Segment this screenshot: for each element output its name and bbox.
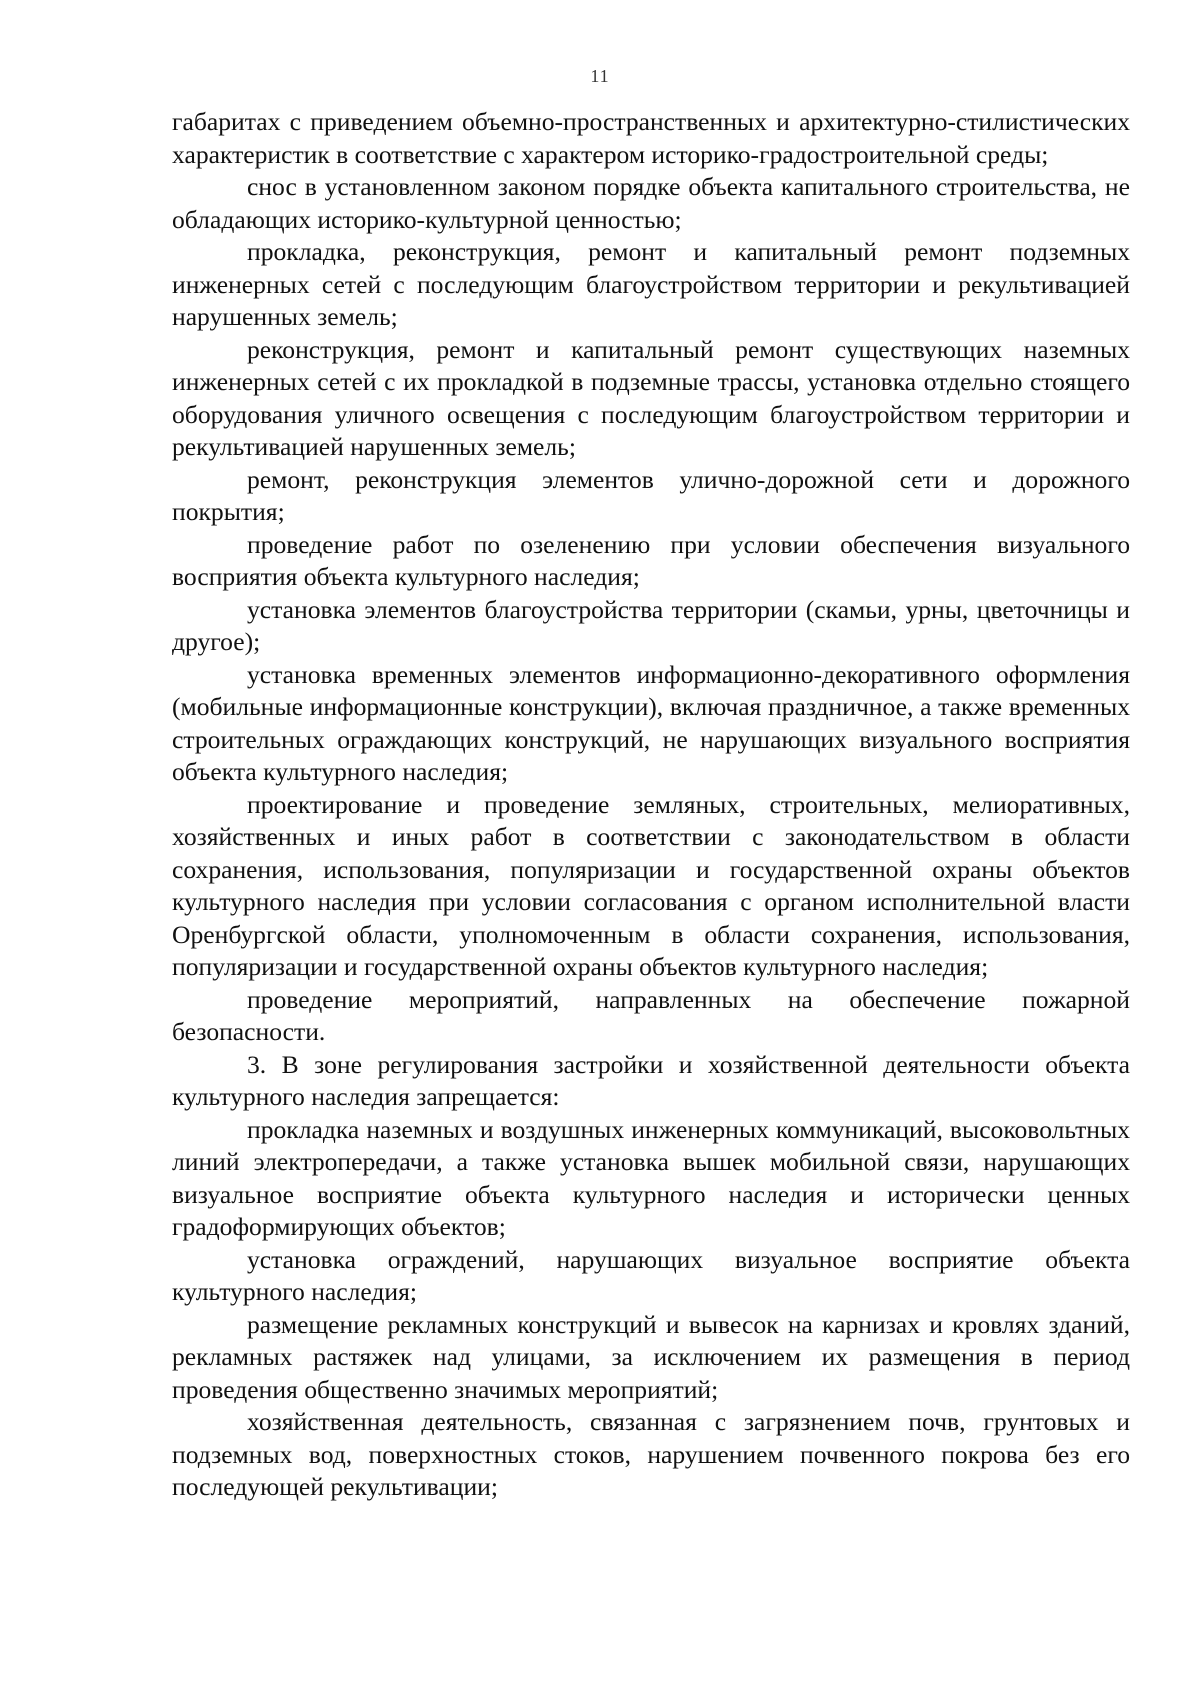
paragraph: реконструкция, ремонт и капитальный ремонт существующих наземных инженерных сетей с их прокладкой в подземные трассы, установка отдельно стоящего оборудования уличного освещения с последующим благоустройством территории и рекультивацией нарушенных земель; [172,334,1130,461]
paragraph: установка ограждений, нарушающих визуальное восприятие объекта культурного наследия; [172,1244,1130,1306]
paragraph: проектирование и проведение земляных, строительных, мелиоративных, хозяйственных и иных работ в соответствии с законодательством в области сохранения, использования, популяризации и государственной охраны объектов культурного наследия при условии согласования с органом исполнительной власти Оренбургской области, уполномоченным в области сохранения, использования, популяризации и государственной охраны объектов культурного наследия; [172,789,1130,981]
paragraph-continuation: габаритах с приведением объемно-пространственных и архитектурно-стилистических характеристик в соответствие с характером историко-градостроительной среды; [172,107,1130,169]
section-paragraph: 3. В зоне регулирования застройки и хозяйственной деятельности объекта культурного наследия запрещается: [172,1049,1130,1111]
paragraph: установка временных элементов информационно-декоративного оформления (мобильные информационные конструкции), включая праздничное, а также временных строительных ограждающих конструкций, не нарушающих визуального восприятия объекта культурного наследия; [172,659,1130,786]
paragraph: проведение работ по озеленению при условии обеспечения визуального восприятия объекта культурного наследия; [172,529,1130,591]
paragraph: проведение мероприятий, направленных на обеспечение пожарной безопасности. [172,984,1130,1046]
paragraph: снос в установленном законом порядке объекта капитального строительства, не обладающих историко-культурной ценностью; [172,172,1130,234]
paragraph: ремонт, реконструкция элементов улично-дорожной сети и дорожного покрытия; [172,464,1130,526]
document-body [172,106,1130,1504]
paragraph: установка элементов благоустройства территории (скамьи, урны, цветочницы и другое); [172,594,1130,656]
paragraph: прокладка, реконструкция, ремонт и капитальный ремонт подземных инженерных сетей с последующим благоустройством территории и рекультивацией нарушенных земель; [172,237,1130,331]
page-number: 11 [590,66,610,86]
paragraph: хозяйственная деятельность, связанная с загрязнением почв, грунтовых и подземных вод, поверхностных стоков, нарушением почвенного покрова без его последующей рекультивации; [172,1407,1130,1501]
paragraph: прокладка наземных и воздушных инженерных коммуникаций, высоковольтных линий электропередачи, а также установка вышек мобильной связи, нарушающих визуальное восприятие объекта культурного наследия и исторически ценных градоформирующих объектов; [172,1114,1130,1241]
paragraph: размещение рекламных конструкций и вывесок на карнизах и кровлях зданий, рекламных растяжек над улицами, за исключением их размещения в период проведения общественно значимых мероприятий; [172,1309,1130,1404]
